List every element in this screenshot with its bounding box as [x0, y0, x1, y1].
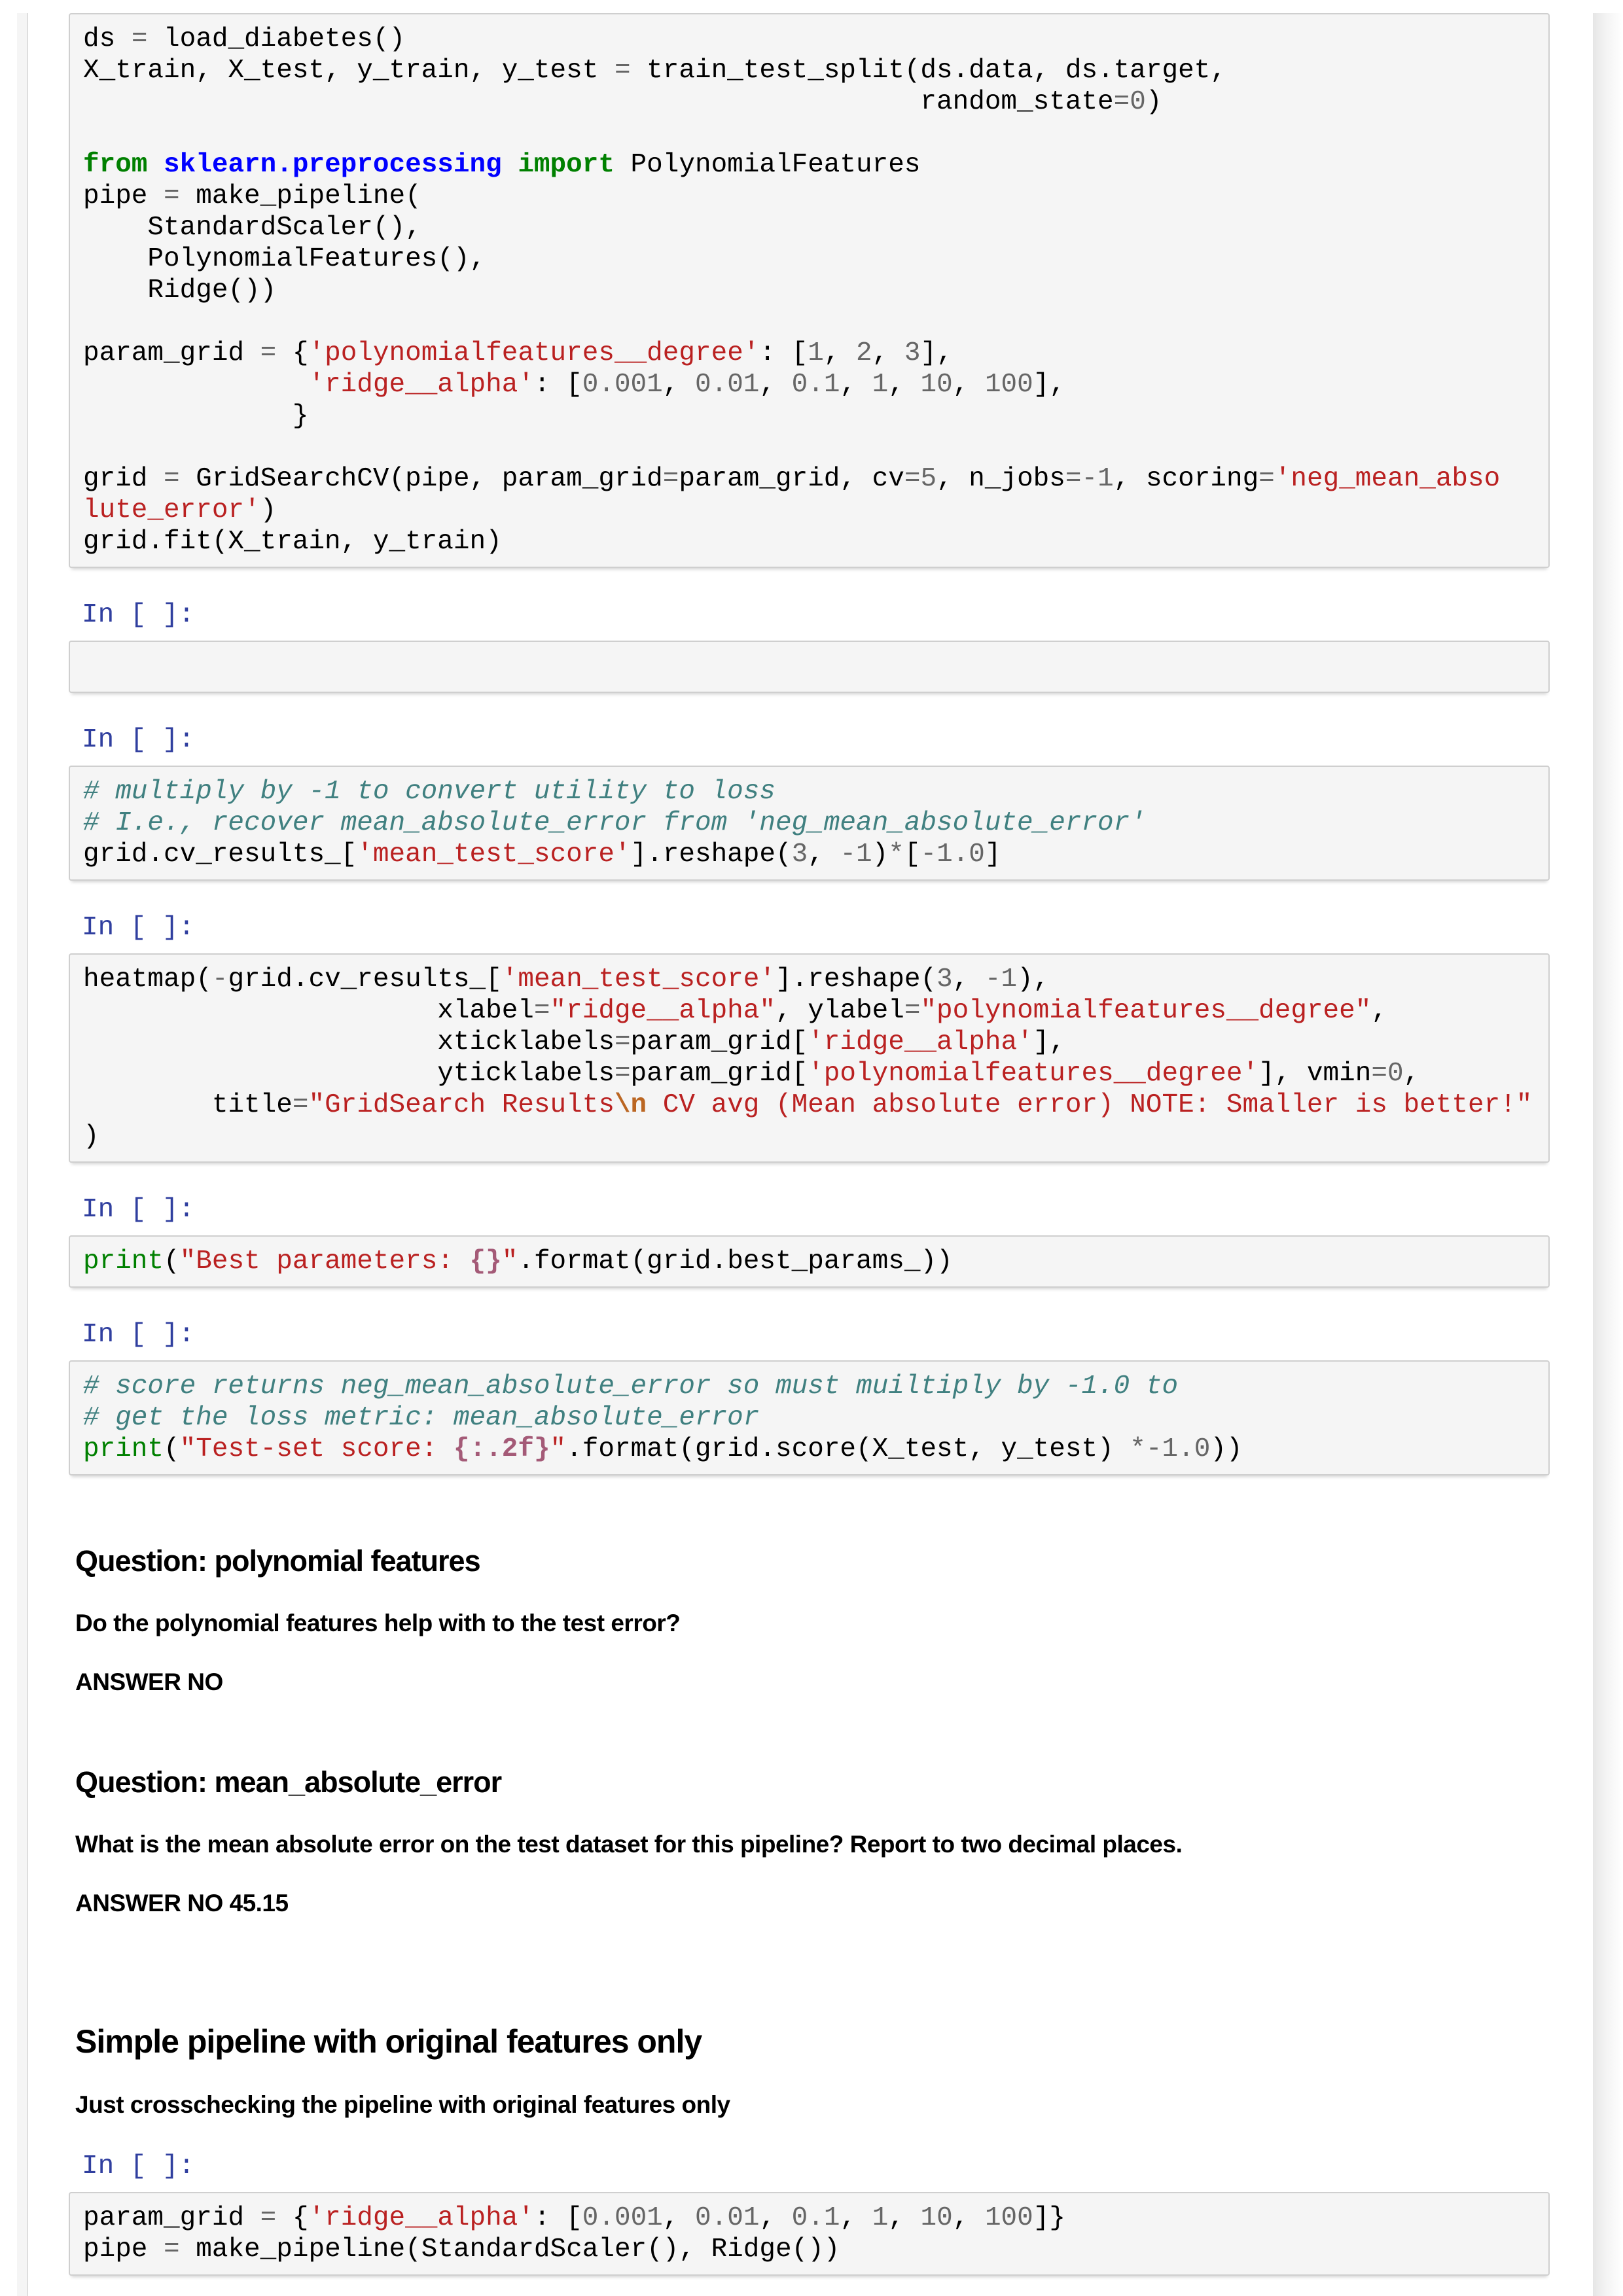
code-cell-input[interactable]: [69, 1235, 1550, 1288]
input-prompt: In [ ]:: [82, 913, 195, 943]
markdown-cell: [75, 1765, 1550, 1918]
input-prompt: In [ ]:: [82, 1195, 195, 1225]
code-cell-input[interactable]: [69, 641, 1550, 693]
code-text: # multiply by -1 to convert utility to loss # I.e., recover mean_absolute_error from 'neg_mean_absolute_error' grid.cv_results_['mean_test_score'].reshape(3, -1)*[-1.0]: [83, 777, 1146, 870]
markdown-heading: Question: mean_absolute_error: [75, 1765, 502, 1799]
code-cell-input[interactable]: [69, 766, 1550, 881]
markdown-heading: Question: polynomial features: [75, 1544, 480, 1578]
code-cell-input[interactable]: [69, 2192, 1550, 2276]
code-text: ds = load_diabetes() X_train, X_test, y_train, y_test = train_test_split(ds.data, ds.target, random_state=0) from sklearn.preprocessing import PolynomialFeatures pipe = make_pipeline( StandardScaler(), PolynomialFeatures(), Ridge()) param_grid = {'polynomialfeatures__degree': [1, 2, 3], 'ridge__alpha': [0.001, 0.01, 0.1, 1, 10, 100], } grid = GridSearchCV(pipe, param_grid=param_grid, cv=5, n_jobs=-1, scoring='neg_mean_abso lute_error') grid.fit(X_train, y_train): [83, 24, 1501, 557]
code-cell-input[interactable]: [69, 1360, 1550, 1475]
input-prompt: In [ ]:: [82, 2151, 195, 2181]
markdown-paragraph: Do the polynomial features help with to the test error?: [75, 1610, 681, 1636]
input-prompt: In [ ]:: [82, 1320, 195, 1350]
markdown-paragraph: What is the mean absolute error on the test dataset for this pipeline? Report to two decimal places.: [75, 1831, 1183, 1858]
input-prompt: In [ ]:: [82, 725, 195, 755]
code-cell-input[interactable]: [69, 953, 1550, 1163]
markdown-paragraph: ANSWER NO 45.15: [75, 1890, 289, 1916]
code-text: param_grid = {'ridge__alpha': [0.001, 0.01, 0.1, 1, 10, 100]} pipe = make_pipeline(StandardScaler(), Ridge()): [83, 2203, 1065, 2265]
code-text: # score returns neg_mean_absolute_error so must muiltiply by -1.0 to # get the loss metric: mean_absolute_error print("Test-set score: {:.2f}".format(grid.score(X_test, y_test) *-1.0)): [83, 1371, 1243, 1464]
input-prompt: In [ ]:: [82, 600, 195, 630]
markdown-paragraph: Just crosschecking the pipeline with original features only: [75, 2091, 730, 2118]
markdown-cell: [75, 2022, 1550, 2119]
code-text: heatmap(-grid.cv_results_['mean_test_score'].reshape(3, -1), xlabel="ridge__alpha", ylabel="polynomialfeatures__degree", xticklabels=param_grid['ridge__alpha'], yticklabels=param_grid['polynomialfeatures__degree'], vmin=0, title="GridSearch Results\n CV avg (Mean absolute error) NOTE: Smaller is better!" ): [83, 964, 1533, 1152]
window-left-edge-strip: [17, 13, 28, 2296]
markdown-paragraph: ANSWER NO: [75, 1669, 223, 1695]
scrollbar-track[interactable]: [1593, 13, 1623, 2296]
markdown-heading: Simple pipeline with original features only: [75, 2023, 702, 2060]
code-text: print("Best parameters: {}".format(grid.best_params_)): [83, 1246, 953, 1277]
code-text: [83, 651, 1548, 682]
notebook-cell-list: [69, 0, 1550, 2276]
code-cell-input[interactable]: [69, 13, 1550, 568]
markdown-cell: [75, 1544, 1550, 1697]
